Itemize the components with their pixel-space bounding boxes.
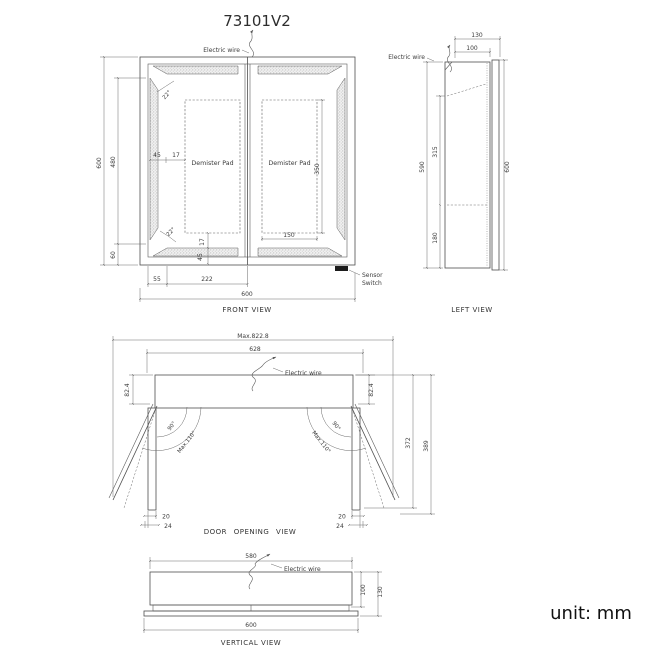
- frame-strip: [150, 78, 158, 240]
- vertical-view-geometry: [144, 554, 358, 616]
- dim-20-right: 20: [338, 513, 346, 521]
- angle-90-left: 90°: [166, 420, 178, 433]
- dim-150: 150: [283, 232, 295, 239]
- dim-17-top: 17: [172, 152, 180, 159]
- door-open-110-right: [351, 406, 395, 500]
- door-view-dimensions: [113, 336, 435, 528]
- door-view-label: DOOR OPENING VIEW: [203, 528, 297, 536]
- dim-24-right: 24: [336, 523, 344, 530]
- drawing-title: 73101V2: [223, 12, 291, 30]
- dim-17-bottom: 17: [199, 238, 206, 246]
- door-open-110-left: [113, 406, 157, 500]
- dim-24-left: 24: [164, 523, 172, 530]
- vertical-view-dimensions: [144, 557, 382, 633]
- sensor-switch-label-1: Sensor: [362, 272, 383, 279]
- dim-angle-top: 22°: [161, 89, 173, 101]
- dim-600-bottom: 600: [241, 291, 253, 298]
- electric-wire: [447, 45, 451, 72]
- front-view-label: FRONT VIEW: [222, 306, 272, 314]
- dim-20-left: 20: [162, 513, 170, 521]
- dim-590: 590: [419, 161, 426, 173]
- sensor-switch-label-2: Switch: [362, 280, 382, 287]
- electric-wire-label: Electric wire: [285, 370, 322, 377]
- electric-wire-label: Electric wire: [203, 47, 240, 54]
- frame-strip: [337, 78, 345, 240]
- dim-45-top: 45: [153, 152, 161, 159]
- vertical-view-label: VERTICAL VIEW: [220, 639, 282, 647]
- dim-600-bottom: 600: [245, 622, 257, 629]
- dim-180: 180: [432, 232, 439, 244]
- dim-350: 350: [314, 163, 321, 175]
- dim-222: 222: [201, 276, 213, 283]
- frame-strip: [258, 66, 342, 74]
- door-view-geometry: [109, 357, 399, 510]
- dim-max-822: Max.822.8: [237, 333, 269, 340]
- dim-82-left: 82.4: [124, 383, 131, 397]
- electric-wire: [249, 30, 253, 57]
- dim-100: 100: [360, 584, 367, 596]
- dim-55: 55: [153, 276, 161, 283]
- dim-372: 372: [405, 437, 412, 449]
- frame-strip: [258, 248, 342, 256]
- frame-strip: [153, 248, 238, 256]
- dim-389: 389: [423, 440, 430, 452]
- sensor-switch-mark: [335, 266, 348, 271]
- dim-angle-bottom: 22°: [165, 226, 177, 238]
- dim-480: 480: [110, 156, 117, 168]
- dim-45-bottom: 45: [197, 253, 204, 261]
- electric-wire: [252, 357, 276, 391]
- dim-600-left: 600: [96, 157, 103, 169]
- dim-82-right: 82.4: [368, 383, 375, 397]
- angle-110-right: Max.110°: [310, 430, 332, 455]
- angle-110-left: Max.110°: [176, 430, 198, 455]
- dim-130: 130: [377, 586, 384, 598]
- dim-100: 100: [466, 45, 478, 52]
- left-view: [388, 32, 511, 314]
- demister-pad-left-label: Demister Pad: [191, 160, 234, 167]
- dim-60: 60: [110, 251, 117, 259]
- dim-580: 580: [245, 553, 257, 560]
- electric-wire-label: Electric wire: [388, 54, 425, 61]
- door-opening-view: [109, 333, 435, 536]
- front-view: [96, 30, 383, 314]
- dim-315: 315: [432, 146, 439, 158]
- unit-label: unit: mm: [550, 603, 632, 624]
- frame-strip: [153, 66, 238, 74]
- vertical-view: [144, 553, 384, 647]
- dim-600: 600: [504, 161, 511, 173]
- dim-628: 628: [249, 346, 261, 353]
- demister-pad-right-label: Demister Pad: [268, 160, 311, 167]
- electric-wire-label: Electric wire: [284, 566, 321, 573]
- dim-130: 130: [471, 32, 483, 39]
- angle-90-right: 90°: [330, 420, 342, 433]
- left-view-label: LEFT VIEW: [451, 306, 493, 314]
